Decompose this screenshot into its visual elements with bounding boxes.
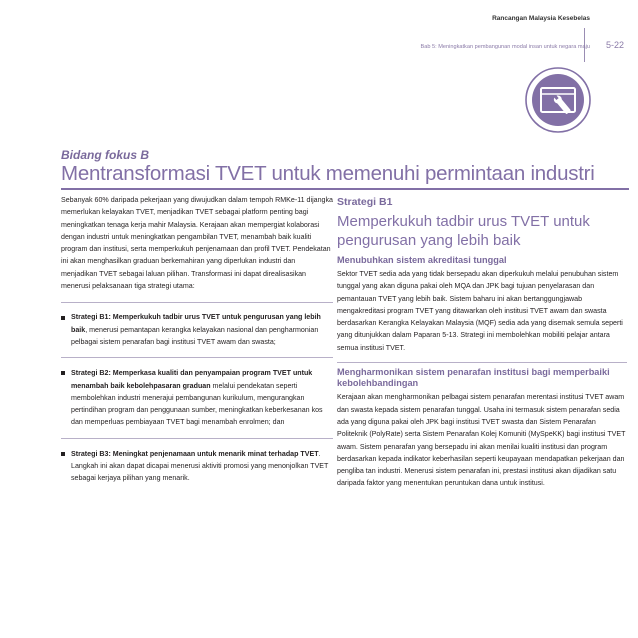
page-title: Mentransformasi TVET untuk memenuhi permintaan industri [61,162,595,185]
strategy-list [61,302,333,484]
strategy-b2-bold: Strategi B2: Memperkasa kualiti dan penyampaian program TVET untuk menambah baik kebolehpasaran graduan [71,369,313,390]
title-divider [61,188,629,190]
page-number: 5-22 [605,40,624,50]
section-body: Sektor TVET sedia ada yang tidak bersepadu akan diperkukuh melalui penubuhan sistem tunggal yang akan diguna pakai oleh MQA dan JPK bagi tujuan penyelarasan dan pemantauan TVET yang lebih baik. Sistem baharu ini akan bertanggungjawab mengakreditasi program TVET yang ditawarkan oleh institusi TVET awam dan swasta berdasarkan Kerangka Kelayakan Malaysia (MQF) sedia ada yang disemak semula seperti yang ditunjukkan dalam Paparan 5-13. Strategi ini membolehkan mobiliti pelajar antara semua institusi TVET. [337,269,623,352]
right-column [337,192,627,490]
strategy-label: Strategi B1 [337,196,393,208]
report-title: Rancangan Malaysia Kesebelas [492,15,590,22]
section-heading: Mengharmonikan sistem penarafan institusi bagi memperbaiki kebolehbandingan [337,366,610,389]
section-body: Kerajaan akan mengharmonikan pelbagai sistem penarafan merentasi institusi TVET awam dan swasta kepada sistem penarafan tunggal. Usaha ini termasuk sistem penarafan sedia ada yang diguna pakai oleh JPK bagi institusi TVET swasta dan Sistem Penarafan Politeknik (PolyRate) serta Sistem Penarafan Kolej Komuniti (MySpeKK) bagi institusi TVET awam. Sistem penarafan yang bersepadu ini akan menilai kualiti institusi dan program berdasarkan kepada indikator keberhasilan seperti keupayaan mendapatkan pekerjaan dan pengliba tan industri. Menerusi sistem penarafan ini, prestasi institusi akan dijadikan satu daripada faktor yang menentukan peruntukan dana untuk institusi. [337,393,626,488]
focus-area-label: Bidang fokus B [61,148,150,162]
section-divider [337,362,627,363]
chapter-subtitle: Bab 5: Meningkatkan pembangunan modal insan untuk negara maju [420,44,590,50]
strategy-b3-text: . Langkah ini akan dapat dicapai menerusi aktiviti promosi yang menonjolkan TVET sebagai kerjaya pilihan yang menarik. [71,449,329,483]
tools-icon [524,66,592,134]
list-item [61,357,333,428]
left-column [61,194,333,485]
strategy-title: Memperkukuh tadbir urus TVET untuk pengurusan yang lebih baik [337,213,590,249]
strategy-b3-bold: Strategi B3: Meningkat penjenamaan untuk menarik minat terhadap TVET [71,449,319,458]
list-item [61,438,333,485]
section-heading: Menubuhkan sistem akreditasi tunggal [337,254,507,265]
list-item [61,302,333,348]
strategy-b2-text: melalui pendekatan seperti membolehkan industri menerajui pembangunan kurikulum, mengurangkan pertindihan program dan penggunaan sumber, meningkatkan keberkesanan kos dan memperluas pembiayaan TVET bagi menambah enrolmen; dan [71,381,323,427]
intro-paragraph: Sebanyak 60% daripada pekerjaan yang diwujudkan dalam tempoh RMKe-11 dijangka memerlukan kelayakan TVET, menjadikan TVET sebagai platform penting bagi meningkatkan tenaga kerja mahir Malaysia. Kerajaan akan mempergiat kolaborasi dengan industri untuk meningkatkan pengambilan TVET, menambah baik kualiti program dan institusi, serta memperkukuh penjenamaan dan profil TVET. Pendekatan ini akan menghasilkan graduan berkemahiran yang diperlukan industri dan menjadikan TVET sebagai laluan pilihan. Transformasi ini dapat direalisasikan menerusi pelaksanaan tiga strategi utama: [61,196,333,291]
strategy-b1-text: , menerusi pemantapan kerangka kelayakan nasional dan pengharmonian pelbagai sistem penarafan bagi institusi TVET awam dan swasta; [71,325,319,346]
strategy-b1-bold: Strategi B1: Memperkukuh tadbir urus TVET untuk pengurusan yang lebih baik [71,313,321,334]
